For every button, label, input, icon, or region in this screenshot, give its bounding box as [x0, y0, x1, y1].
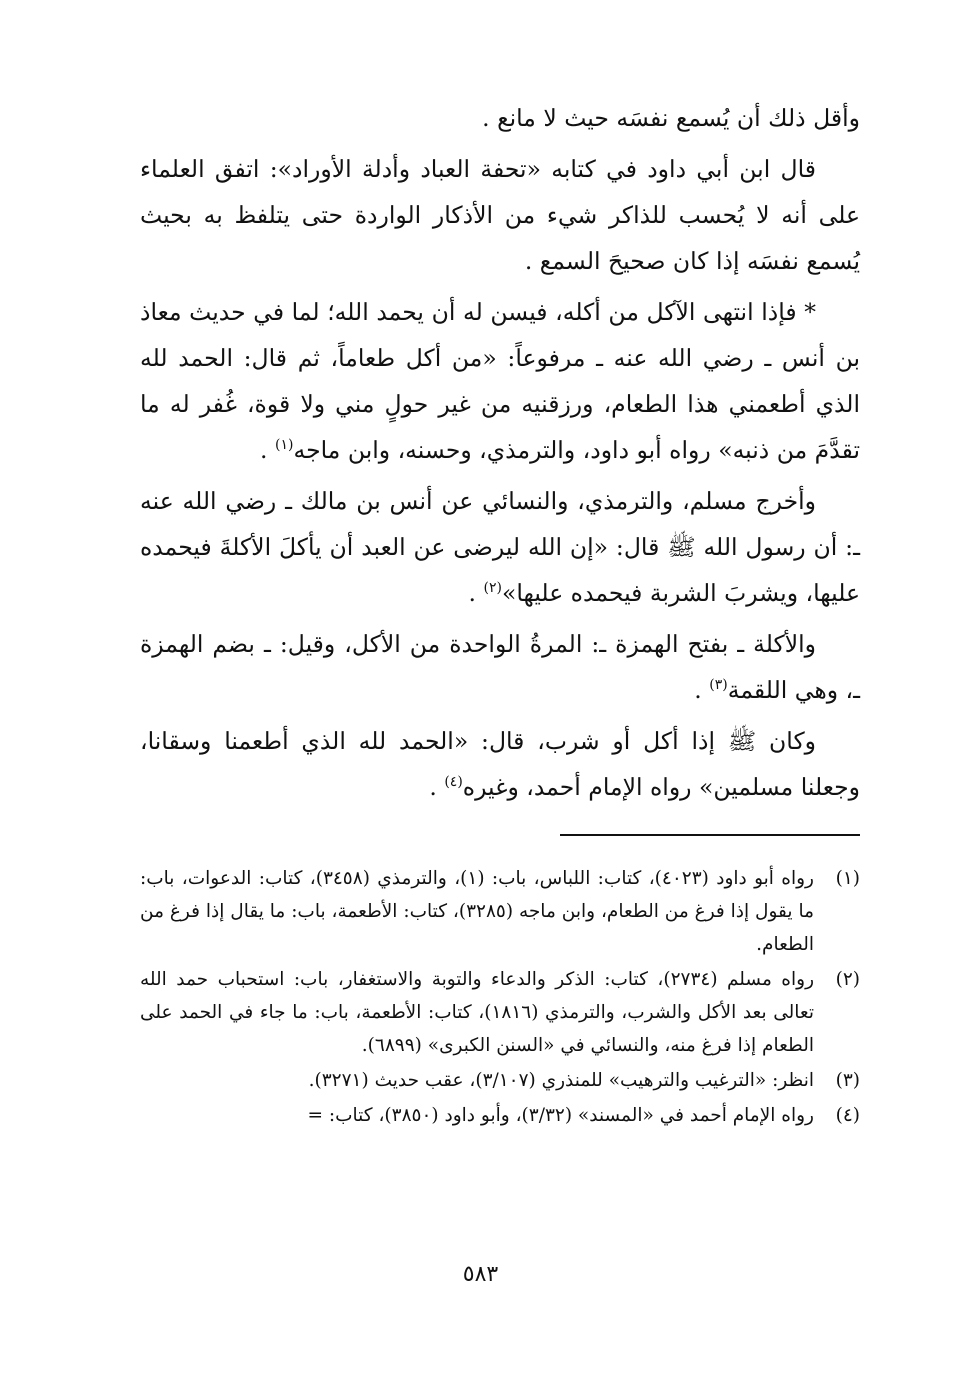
paragraph — [140, 95, 860, 141]
paragraph-text: والأكلة ـ بفتح الهمزة ـ: المرةُ الواحدة من الأكل، وقيل: ـ بضم الهمزة ـ، وهي اللقمة — [140, 630, 860, 704]
paragraph — [140, 718, 860, 810]
paragraph-text: وأقل ذلك أن يُسمع نفسَه حيث لا مانع . — [482, 104, 860, 132]
footnote-text: رواه مسلم (٢٧٣٤)، كتاب: الذكر والدعاء والتوبة والاستغفار، باب: استحباب حمد الله تعالى بعد الأكل والشرب، والترمذي (١٨١٦)، كتاب: الأطعمة، باب: ما جاء في الحمد على الطعام إذا فرغ منه، والنسائي في «السنن الكبرى» (٦٨٩٩). — [140, 969, 814, 1056]
footnotes — [140, 862, 860, 1132]
footnote-text: رواه الإمام أحمد في «المسند» (٣/٣٢)، وأبو داود (٣٨٥٠)، كتاب: = — [307, 1105, 814, 1126]
paragraph-text: . — [260, 436, 275, 464]
footnote-number: (٣) — [835, 1070, 860, 1091]
paragraph — [140, 621, 860, 713]
paragraph-text: وأخرج مسلم، والترمذي، والنسائي عن أنس بن مالك ـ رضي الله عنه ـ: أن رسول الله ﷺ قال: «إن الله ليرضى عن العبد أن يأكلَ الأكلةَ فيحمده عليها، ويشربَ الشربة فيحمده عليها» — [140, 487, 860, 607]
paragraph — [140, 146, 860, 284]
main-text — [140, 95, 860, 810]
footnote-ref: (٣) — [709, 677, 728, 694]
footnote-number: (٤) — [835, 1105, 860, 1126]
paragraph — [140, 478, 860, 616]
paragraph-text: وكان ﷺ إذا أكل أو شرب، قال: «الحمد لله الذي أطعمنا وسقانا، وجعلنا مسلمين» رواه الإمام أحمد، وغيره — [140, 727, 860, 801]
footnote-divider — [560, 834, 860, 836]
paragraph-text: . — [429, 773, 445, 801]
paragraph-text: قال ابن أبي داود في كتابه «تحفة العباد وأدلة الأوراد»: اتفق العلماء على أنه لا يُحسب للذاكر شيء من الأذكار الواردة حتى يتلفظ به بحيث يُسمع نفسَه إذا كان صحيحَ السمع . — [140, 155, 860, 275]
footnote — [140, 1064, 860, 1097]
footnote-text: انظر: «الترغيب والترهيب» للمنذري (٣/١٠٧)، عقب حديث (٣٢٧١). — [308, 1070, 814, 1091]
paragraph — [140, 289, 860, 473]
footnote-ref: (٢) — [483, 580, 502, 597]
paragraph-text: . — [468, 579, 484, 607]
page-number: ٥٨٣ — [462, 1262, 499, 1287]
footnote-ref: (١) — [275, 437, 294, 454]
footnote-number: (١) — [835, 868, 860, 889]
footnote — [140, 1099, 860, 1132]
page-content — [140, 95, 860, 1134]
footnote-text: رواه أبو داود (٤٠٢٣)، كتاب: اللباس، باب: (١)، والترمذي (٣٤٥٨)، كتاب: الدعوات، باب: ما يقول إذا فرغ من الطعام، وابن ماجه (٣٢٨٥)، كتاب: الأطعمة، باب: ما يقال إذا فرغ من الطعام. — [140, 868, 814, 955]
footnote — [140, 963, 860, 1062]
footnote-ref: (٤) — [444, 774, 463, 791]
paragraph-text: * فإذا انتهى الآكل من أكله، فيسن له أن يحمد الله؛ لما في حديث معاذ بن أنس ـ رضي الله عنه ـ مرفوعاً: «من أكل طعاماً، ثم قال: الحمد لله الذي أطعمني هذا الطعام، ورزقنيه من غير حولٍ مني ولا قوة، غُفر له ما تقدَّمَ من ذنبه» رواه أبو داود، والترمذي، وحسنه، وابن ماجه — [140, 298, 860, 464]
paragraph-text: . — [694, 676, 710, 704]
footnote — [140, 862, 860, 961]
footnote-number: (٢) — [835, 969, 860, 990]
